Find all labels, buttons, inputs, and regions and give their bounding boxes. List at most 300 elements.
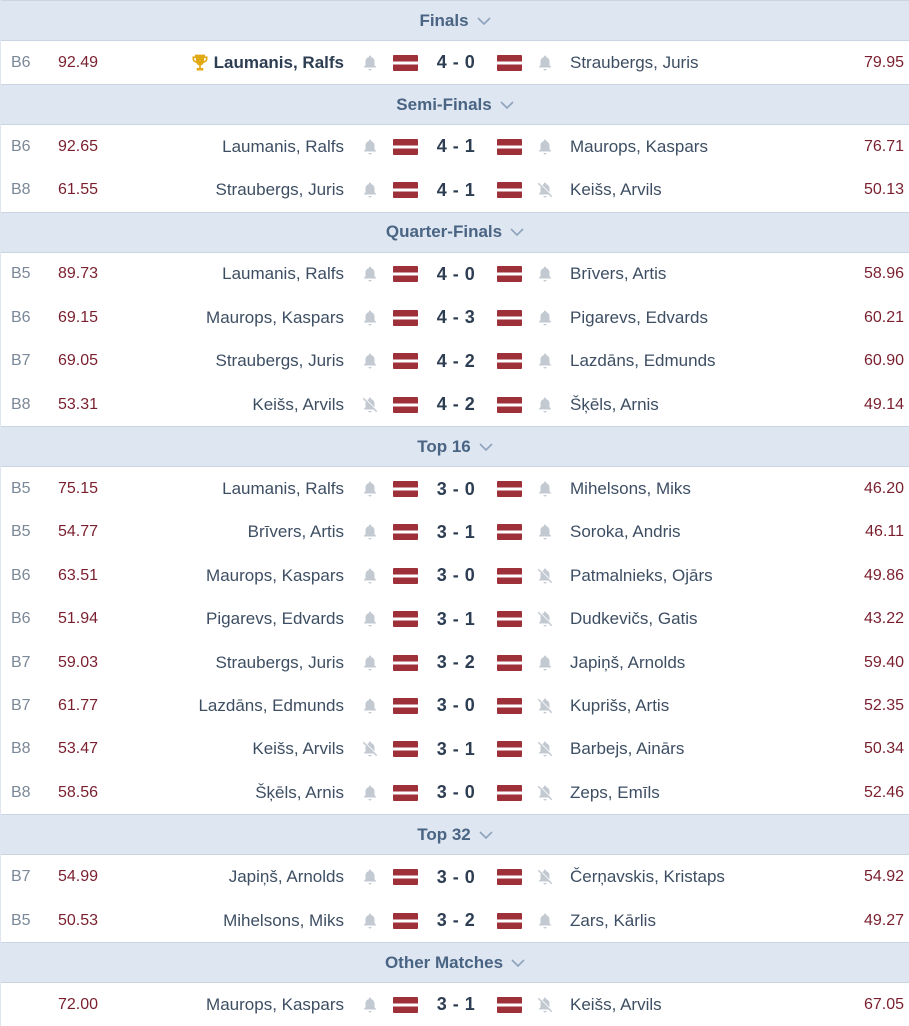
score-player2: 1: [464, 179, 476, 200]
trophy-icon: [190, 53, 214, 73]
latvia-flag-icon: [497, 511, 522, 554]
match-score[interactable]: [431, 598, 481, 641]
player1-name-text: Pigarevs, Edvards: [206, 609, 344, 629]
player1-name-text: Keišs, Arvils: [252, 394, 344, 414]
flag-shape: [393, 568, 418, 584]
score-player2: 2: [464, 652, 476, 673]
player2-name[interactable]: Keišs, Arvils: [570, 180, 662, 200]
bell-icon[interactable]: [361, 41, 379, 84]
match-score[interactable]: [431, 383, 481, 426]
player1-average: 54.99: [58, 868, 99, 886]
round-header[interactable]: [1, 0, 909, 41]
score-separator: -: [447, 652, 465, 673]
match-row[interactable]: [1, 899, 909, 942]
player1-name[interactable]: [206, 296, 344, 339]
bell-icon[interactable]: [536, 296, 554, 339]
flag-shape: [393, 266, 418, 282]
bell-slash-icon[interactable]: [536, 598, 554, 641]
flag-shape: [393, 139, 418, 155]
round-title: Semi-Finals: [396, 94, 492, 114]
match-score[interactable]: [431, 253, 481, 296]
bell-icon[interactable]: [361, 467, 379, 510]
bell-icon[interactable]: [361, 296, 379, 339]
player2-name[interactable]: Patmalnieks, Ojārs: [570, 565, 713, 585]
latvia-flag-icon: [393, 598, 418, 641]
score-player1: 4: [436, 179, 448, 200]
flag-shape: [497, 397, 522, 413]
score-player2: 1: [464, 521, 476, 542]
player1-name[interactable]: [190, 41, 344, 84]
player1-average: 72.00: [58, 995, 99, 1013]
score-player1: 3: [436, 478, 448, 499]
player1-name[interactable]: [223, 899, 344, 942]
latvia-flag-icon: [497, 554, 522, 597]
bell-slash-icon[interactable]: [536, 983, 554, 1026]
round-title: Quarter-Finals: [385, 222, 503, 242]
match-score[interactable]: [431, 340, 481, 383]
player2-name[interactable]: Šķēls, Arnis: [570, 394, 659, 414]
match-score[interactable]: [431, 684, 481, 727]
flag-shape: [497, 785, 522, 801]
player2-average: 49.86: [863, 566, 904, 584]
flag-shape: [393, 741, 418, 757]
bell-icon[interactable]: [536, 41, 554, 84]
score-player1: 3: [436, 782, 448, 803]
player2-name[interactable]: Japiņš, Arnolds: [570, 652, 686, 672]
board-code: B5: [11, 480, 31, 498]
flag-shape: [393, 611, 418, 627]
bell-icon[interactable]: [536, 899, 554, 942]
chevron-down-icon: [469, 16, 491, 26]
score-player1: 3: [436, 738, 448, 759]
score-player1: 3: [436, 521, 448, 542]
player1-average: 69.15: [58, 308, 99, 326]
player2-average: 76.71: [863, 137, 904, 155]
round-header[interactable]: [1, 814, 909, 855]
player1-average: 75.15: [58, 480, 99, 498]
latvia-flag-icon: [393, 383, 418, 426]
player1-name[interactable]: [198, 684, 344, 727]
match-score[interactable]: [431, 855, 481, 898]
score-player1: 4: [436, 52, 448, 72]
latvia-flag-icon: [393, 467, 418, 510]
bell-slash-icon[interactable]: [536, 554, 554, 597]
score-separator: -: [447, 179, 465, 200]
player2-name[interactable]: Dudkevičs, Gatis: [570, 609, 698, 629]
match-row[interactable]: [1, 728, 909, 771]
score-separator: -: [447, 136, 465, 157]
match-score[interactable]: [431, 899, 481, 942]
player2-average: 52.35: [863, 696, 904, 714]
match-score[interactable]: [431, 168, 481, 211]
player1-name-text: Šķēls, Arnis: [255, 782, 344, 802]
flag-shape: [497, 655, 522, 671]
bell-icon[interactable]: [536, 340, 554, 383]
player1-name-text: Japiņš, Arnolds: [228, 867, 344, 887]
bell-slash-icon[interactable]: [536, 771, 554, 814]
player2-name[interactable]: Pigarevs, Edvards: [570, 307, 708, 327]
player2-name[interactable]: Zeps, Emīls: [570, 782, 660, 802]
match-row[interactable]: [1, 340, 909, 383]
match-row[interactable]: [1, 383, 909, 426]
board-code: B7: [11, 352, 31, 370]
score-player1: 3: [436, 910, 448, 931]
bell-icon[interactable]: [361, 168, 379, 211]
score-player2: 0: [464, 52, 476, 72]
latvia-flag-icon: [497, 41, 522, 84]
latvia-flag-icon: [393, 728, 418, 771]
player1-name-text: Lazdāns, Edmunds: [198, 695, 344, 715]
bell-slash-icon[interactable]: [361, 728, 379, 771]
player2-average: 49.27: [863, 911, 904, 929]
bell-icon[interactable]: [361, 253, 379, 296]
match-score[interactable]: [431, 41, 481, 84]
bell-icon[interactable]: [361, 899, 379, 942]
player2-average: 60.21: [863, 308, 904, 326]
score-player2: 0: [464, 782, 476, 803]
match-row[interactable]: [1, 253, 909, 296]
player1-name-text: Maurops, Kaspars: [206, 994, 344, 1014]
score-separator: -: [447, 478, 465, 499]
flag-shape: [393, 310, 418, 326]
latvia-flag-icon: [393, 641, 418, 684]
latvia-flag-icon: [393, 168, 418, 211]
flag-shape: [497, 741, 522, 757]
bell-slash-icon[interactable]: [536, 728, 554, 771]
player2-name[interactable]: Barbejs, Ainārs: [570, 739, 685, 759]
flag-shape: [393, 913, 418, 929]
latvia-flag-icon: [497, 771, 522, 814]
match-score[interactable]: [431, 728, 481, 771]
player2-name[interactable]: Straubergs, Juris: [570, 52, 699, 72]
flag-shape: [393, 353, 418, 369]
chevron-down-icon: [502, 227, 524, 237]
player1-average: 53.31: [58, 395, 99, 413]
round-header[interactable]: [1, 84, 909, 125]
round-title: Other Matches: [384, 952, 504, 972]
score-separator: -: [447, 695, 465, 716]
board-code: B6: [11, 566, 31, 584]
score-separator: -: [447, 866, 465, 887]
bell-icon[interactable]: [361, 598, 379, 641]
player1-average: 89.73: [58, 265, 99, 283]
bell-slash-icon[interactable]: [536, 684, 554, 727]
score-player2: 1: [464, 136, 476, 157]
player1-average: 59.03: [58, 653, 99, 671]
player1-average: 51.94: [58, 610, 99, 628]
flag-shape: [393, 655, 418, 671]
player1-average: 50.53: [58, 911, 99, 929]
latvia-flag-icon: [497, 728, 522, 771]
player2-name[interactable]: Soroka, Andris: [570, 522, 681, 542]
player2-name[interactable]: Keišs, Arvils: [570, 994, 662, 1014]
player2-average: 49.14: [863, 395, 904, 413]
match-row[interactable]: [1, 641, 909, 684]
board-code: B8: [11, 783, 31, 801]
round-header[interactable]: [1, 426, 909, 467]
player1-name[interactable]: [222, 467, 344, 510]
flag-shape: [497, 611, 522, 627]
player1-name-text: Laumanis, Ralfs: [222, 264, 344, 284]
bell-icon[interactable]: [361, 771, 379, 814]
bell-icon[interactable]: [536, 641, 554, 684]
player1-name-text: Laumanis, Ralfs: [222, 136, 344, 156]
board-code: B8: [11, 181, 31, 199]
player2-average: 46.11: [865, 523, 904, 541]
latvia-flag-icon: [497, 253, 522, 296]
flag-shape: [497, 353, 522, 369]
score-player2: 0: [464, 866, 476, 887]
board-code: B6: [11, 137, 31, 155]
player1-name[interactable]: [252, 383, 344, 426]
score-separator: -: [447, 350, 465, 371]
bell-slash-icon[interactable]: [536, 855, 554, 898]
flag-shape: [497, 698, 522, 714]
score-separator: -: [447, 608, 465, 629]
score-player1: 4: [436, 307, 448, 328]
match-score[interactable]: [431, 125, 481, 168]
player1-name-text: Maurops, Kaspars: [206, 307, 344, 327]
score-player2: 2: [464, 350, 476, 371]
match-score[interactable]: [431, 983, 481, 1026]
player1-name-text: Straubergs, Juris: [215, 652, 344, 672]
latvia-flag-icon: [393, 855, 418, 898]
player1-name[interactable]: [229, 855, 344, 898]
match-score[interactable]: [431, 641, 481, 684]
player1-average: 61.55: [58, 181, 99, 199]
player2-average: 79.95: [863, 53, 904, 71]
latvia-flag-icon: [497, 899, 522, 942]
player1-average: 58.56: [58, 783, 99, 801]
match-row[interactable]: [1, 684, 909, 727]
latvia-flag-icon: [393, 684, 418, 727]
round-title: Top 32: [417, 824, 471, 844]
match-row[interactable]: [1, 41, 909, 84]
bell-icon[interactable]: [361, 340, 379, 383]
flag-shape: [393, 481, 418, 497]
score-player1: 3: [436, 994, 448, 1015]
round-header[interactable]: [1, 212, 909, 253]
score-separator: -: [447, 52, 465, 72]
bell-slash-icon[interactable]: [361, 383, 379, 426]
score-separator: -: [447, 394, 465, 415]
player2-name[interactable]: Mihelsons, Miks: [570, 479, 691, 499]
player1-average: 61.77: [58, 696, 99, 714]
chevron-down-icon: [503, 958, 525, 968]
player1-name[interactable]: [248, 511, 344, 554]
score-player2: 1: [464, 994, 476, 1015]
board-code: B6: [11, 610, 31, 628]
player1-name[interactable]: [222, 125, 344, 168]
match-score[interactable]: [431, 554, 481, 597]
score-player2: 2: [464, 910, 476, 931]
match-score[interactable]: [431, 467, 481, 510]
score-separator: -: [447, 521, 465, 542]
score-player2: 0: [464, 565, 476, 586]
player2-name[interactable]: Maurops, Kaspars: [570, 136, 708, 156]
bell-icon[interactable]: [536, 383, 554, 426]
match-row[interactable]: [1, 598, 909, 641]
flag-shape: [497, 310, 522, 326]
latvia-flag-icon: [497, 168, 522, 211]
player1-name-text: Laumanis, Ralfs: [213, 52, 344, 72]
bell-icon[interactable]: [361, 554, 379, 597]
bell-icon[interactable]: [361, 125, 379, 168]
round-title: Finals: [419, 10, 469, 30]
player2-average: 58.96: [863, 265, 904, 283]
player1-name-text: Maurops, Kaspars: [206, 565, 344, 585]
player1-name-text: Laumanis, Ralfs: [222, 479, 344, 499]
score-player2: 3: [464, 307, 476, 328]
score-separator: -: [447, 782, 465, 803]
latvia-flag-icon: [393, 983, 418, 1026]
latvia-flag-icon: [497, 467, 522, 510]
flag-shape: [393, 869, 418, 885]
bell-icon[interactable]: [536, 253, 554, 296]
match-score[interactable]: [431, 771, 481, 814]
board-code: B6: [11, 308, 31, 326]
latvia-flag-icon: [393, 554, 418, 597]
flag-shape: [497, 913, 522, 929]
board-code: B5: [11, 265, 31, 283]
player2-average: 43.22: [863, 610, 904, 628]
player2-average: 46.20: [863, 480, 904, 498]
flag-shape: [497, 524, 522, 540]
bell-icon[interactable]: [361, 855, 379, 898]
score-separator: -: [447, 307, 465, 328]
chevron-down-icon: [492, 100, 514, 110]
match-row[interactable]: [1, 983, 909, 1026]
score-separator: -: [447, 263, 465, 284]
round-title: Top 16: [417, 436, 471, 456]
player1-name[interactable]: [216, 168, 345, 211]
flag-shape: [497, 568, 522, 584]
latvia-flag-icon: [497, 983, 522, 1026]
latvia-flag-icon: [497, 125, 522, 168]
flag-shape: [393, 785, 418, 801]
player1-name[interactable]: [252, 728, 344, 771]
latvia-flag-icon: [497, 684, 522, 727]
flag-shape: [393, 397, 418, 413]
player1-average: 92.65: [58, 137, 99, 155]
bell-icon[interactable]: [536, 511, 554, 554]
match-score[interactable]: [431, 511, 481, 554]
player1-average: 54.77: [58, 523, 99, 541]
player2-average: 67.05: [863, 995, 904, 1013]
score-player2: 1: [464, 608, 476, 629]
board-code: B5: [11, 911, 31, 929]
player2-name[interactable]: Lazdāns, Edmunds: [570, 351, 716, 371]
player1-average: 63.51: [58, 566, 99, 584]
flag-shape: [497, 55, 522, 71]
score-player1: 3: [436, 695, 448, 716]
player1-name[interactable]: [206, 598, 344, 641]
score-player1: 4: [436, 136, 448, 157]
bell-icon[interactable]: [536, 125, 554, 168]
player2-name[interactable]: Kuprišs, Artis: [570, 695, 670, 715]
player2-name[interactable]: Zars, Kārlis: [570, 910, 656, 930]
latvia-flag-icon: [393, 899, 418, 942]
bell-icon[interactable]: [361, 684, 379, 727]
player1-name-text: Straubergs, Juris: [215, 351, 344, 371]
flag-shape: [497, 997, 522, 1013]
latvia-flag-icon: [497, 855, 522, 898]
player1-name-text: Brīvers, Artis: [247, 522, 344, 542]
score-player1: 3: [436, 608, 448, 629]
chevron-down-icon: [471, 830, 493, 840]
flag-shape: [497, 481, 522, 497]
player1-name-text: Mihelsons, Miks: [223, 910, 344, 930]
player2-name[interactable]: Brīvers, Artis: [570, 264, 667, 284]
player1-name[interactable]: [222, 253, 344, 296]
bell-icon[interactable]: [536, 467, 554, 510]
latvia-flag-icon: [393, 253, 418, 296]
match-row[interactable]: [1, 296, 909, 339]
bell-icon[interactable]: [361, 641, 379, 684]
score-separator: -: [447, 994, 465, 1015]
board-code: B5: [11, 523, 31, 541]
flag-shape: [393, 524, 418, 540]
bell-icon[interactable]: [361, 511, 379, 554]
player2-name[interactable]: Čerņavskis, Kristaps: [570, 867, 725, 887]
board-code: B8: [11, 395, 31, 413]
player1-name[interactable]: [255, 771, 344, 814]
latvia-flag-icon: [497, 340, 522, 383]
match-row[interactable]: [1, 511, 909, 554]
board-code: B6: [11, 53, 31, 71]
match-score[interactable]: [431, 296, 481, 339]
bell-icon[interactable]: [361, 983, 379, 1026]
score-player2: 2: [464, 394, 476, 415]
player1-name[interactable]: [216, 641, 345, 684]
match-row[interactable]: [1, 467, 909, 510]
match-row[interactable]: [1, 855, 909, 898]
flag-shape: [497, 266, 522, 282]
latvia-flag-icon: [393, 296, 418, 339]
player2-average: 54.92: [863, 868, 904, 886]
player1-name[interactable]: [206, 983, 344, 1026]
player2-average: 52.46: [863, 783, 904, 801]
latvia-flag-icon: [393, 340, 418, 383]
latvia-flag-icon: [393, 125, 418, 168]
player1-name[interactable]: [206, 554, 344, 597]
score-player1: 3: [436, 565, 448, 586]
board-code: B7: [11, 868, 31, 886]
score-player1: 3: [436, 652, 448, 673]
flag-shape: [497, 869, 522, 885]
round-header[interactable]: [1, 942, 909, 983]
match-row[interactable]: [1, 554, 909, 597]
board-code: B7: [11, 696, 31, 714]
player2-average: 50.34: [863, 740, 904, 758]
player1-average: 69.05: [58, 352, 99, 370]
player1-average: 53.47: [58, 740, 99, 758]
match-row[interactable]: [1, 168, 909, 211]
match-row[interactable]: [1, 125, 909, 168]
player1-name-text: Straubergs, Juris: [215, 180, 344, 200]
flag-shape: [393, 698, 418, 714]
player1-name[interactable]: [216, 340, 345, 383]
flag-shape: [393, 997, 418, 1013]
latvia-flag-icon: [497, 598, 522, 641]
player2-average: 60.90: [863, 352, 904, 370]
bell-slash-icon[interactable]: [536, 168, 554, 211]
score-player2: 0: [464, 478, 476, 499]
score-player1: 4: [436, 350, 448, 371]
board-code: B8: [11, 740, 31, 758]
latvia-flag-icon: [393, 771, 418, 814]
match-row[interactable]: [1, 771, 909, 814]
